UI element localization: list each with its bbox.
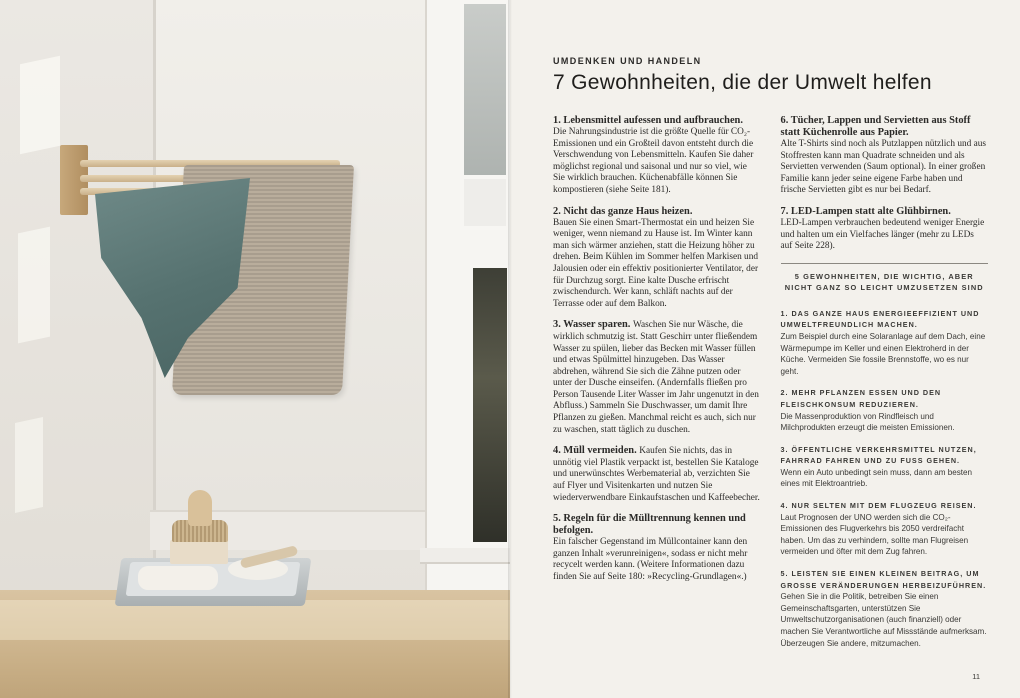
- box-item-body: Die Massenproduktion von Rindfleisch und Milchprodukten erzeugt die meisten Emissionen.: [780, 411, 955, 433]
- sunlight-patch: [18, 227, 50, 344]
- habit-body: LED-Lampen verbrauchen bedeutend weniger Energie und halten um ein Vielfaches länger (mehr zu LEDs auf Seite 228).: [780, 217, 985, 252]
- sunlight-patch: [20, 56, 60, 155]
- box-item: [781, 387, 989, 433]
- habit-item: [553, 513, 761, 583]
- habit-heading: 7. LED-Lampen statt alte Glühbirnen.: [780, 205, 951, 217]
- sunlight-patch: [15, 417, 43, 513]
- window-sill: [420, 548, 510, 564]
- box-item-heading: 2. MEHR PFLANZEN ESSEN UND DEN FLEISCHKONSUM REDUZIEREN.: [780, 388, 942, 409]
- box-item-heading: 5. LEISTEN SIE EINEN KLEINEN BEITRAG, UM GROSSE VERÄNDERUNGEN HERBEIZUFÜHREN.: [780, 569, 987, 590]
- column-right: [781, 115, 989, 659]
- habit-body: Bauen Sie einen Smart-Thermostat ein und heizen Sie weniger, wenn niemand zu Hause ist. Im Winter kann man sich wärmer anziehen, statt die Heizung höher zu drehen. Beim Kühlen im Sommer helfen Markisen und Jalousien oder ein effektiv positionierter Ventilator, der für Durchzug sorgt. Eine kalte Dusche erfrischt zwischendurch. Wer kann, schläft nachts auf der Terrasse oder auf dem Balkon.: [553, 217, 759, 309]
- box-item-heading: 1. DAS GANZE HAUS ENERGIEEFFIZIENT UND UMWELTFREUNDLICH MACHEN.: [780, 308, 980, 330]
- habit-heading: 1. Lebensmittel aufessen und aufbrauchen.: [553, 115, 743, 126]
- brush-holder: [170, 540, 228, 564]
- box-item: [781, 500, 989, 558]
- box-item-heading: 4. NUR SELTEN MIT DEM FLUGZEUG REISEN.: [780, 501, 977, 511]
- habit-item: [553, 445, 761, 504]
- brush-handle: [188, 490, 212, 526]
- habit-item: [781, 206, 989, 253]
- page-number: 11: [972, 672, 980, 681]
- box-item-body: Zum Beispiel durch eine Solaranlage auf dem Dach, eine Wärmepumpe im Keller und einen Elektroherd in der Küche. Vermeiden Sie fossile Brennstoffe, wo es nur geht.: [780, 331, 986, 376]
- text-page: [510, 0, 1020, 698]
- habit-body: Ein falscher Gegenstand im Müllcontainer kann den ganzen Inhalt »verunreinigen«, sodass er nicht mehr recycelt werden kann. (Weitere Informationen dazu finden Sie auf Seite 180: »Recycling-Grundlagen«.): [553, 537, 748, 582]
- habit-heading: 4. Müll vermeiden.: [553, 445, 640, 457]
- counter-highlight: [0, 600, 510, 640]
- habit-item: [553, 206, 761, 311]
- habit-body: Die Nahrungsindustrie ist die größte Quelle für CO₂-Emissionen und ein Großteil davon entsteht durch die Verschwendung von Lebensmitteln. Kaufen Sie daher möglichst regional und saisonal und nur so viel, wie Sie wirklich brauchen. Küchenabfälle können Sie kompostieren (siehe Seite 181).: [553, 127, 754, 195]
- window-pane-bottom: [470, 265, 510, 545]
- box-item: [781, 444, 989, 490]
- box-item-heading: 3. ÖFFENTLICHE VERKEHRSMITTEL NUTZEN, FAHRRAD FAHREN UND ZU FUSS GEHEN.: [780, 444, 977, 466]
- habit-item: [553, 319, 761, 436]
- window-pane-middle: [460, 175, 510, 230]
- box-item: [781, 568, 989, 649]
- habit-body: Waschen Sie nur Wäsche, die wirklich schmutzig ist. Statt Geschirr unter fließendem Wasser zu spülen, lieber das Becken mit Wasser füllen und etwas Spülmittel hinzugeben. Das Wasser abdrehen, während Sie sich die Zähne putzen oder unter der Dusche einseifen. (Andernfalls fließen pro Person Tausende Liter Wasser im Jahr ungenutzt in den Abfluss.) Sammeln Sie Duschwasser, um damit Ihre Pflanzen zu gießen. Manchmal reicht es auch, sich nur zu waschen, statt täglich zu duschen.: [553, 320, 759, 435]
- sidebar-box-list: [781, 308, 989, 649]
- column-left: [553, 115, 761, 659]
- box-item: [781, 308, 989, 378]
- box-item-body: Wenn ein Auto unbedingt sein muss, dann am besten eines mit Elektroantrieb.: [780, 467, 973, 489]
- habit-heading: 5. Regeln für die Mülltrennung kennen und befolgen.: [553, 513, 746, 537]
- habit-item: [781, 115, 989, 197]
- soap-bar: [138, 566, 218, 590]
- habit-item: [553, 115, 761, 197]
- text-columns: [553, 115, 988, 659]
- window-pane-top: [460, 0, 510, 180]
- box-item-body: Laut Prognosen der UNO werden sich die CO₂-Emissionen des Flugverkehrs bis 2050 verdreifacht haben. Um das zu verhindern, sollte man Flugreisen vermeiden und öfter mit dem Zug fahren.: [780, 512, 969, 557]
- habit-heading: 3. Wasser sparen.: [553, 319, 633, 331]
- page-title: 7 Gewohnheiten, die der Umwelt helfen: [553, 71, 932, 94]
- box-item-body: Gehen Sie in die Politik, betreiben Sie einen Gemeinschaftsgarten, unterstützen Sie Umweltschutzorganisationen (auch finanziell) oder machen Sie Verantwortliche auf Missstände aufmerksam. Überzeugen Sie andere, mitzumachen.: [780, 592, 987, 648]
- sidebar-box: [781, 263, 989, 649]
- section-kicker: UMDENKEN UND HANDELN: [553, 56, 702, 66]
- habit-heading: 6. Tücher, Lappen und Servietten aus Stoff statt Küchenrolle aus Papier.: [780, 115, 971, 138]
- habit-heading: 2. Nicht das ganze Haus heizen.: [553, 205, 693, 217]
- habit-body: Kaufen Sie nichts, das in unnötig viel Plastik verpackt ist, bestellen Sie Kataloge und unerwünschtes Werbematerial ab, verzichten Sie auf Flyer und Visitenkarten und nutzen Sie wiederverwendbare Einkaufstaschen und Kaffeebecher.: [553, 446, 760, 503]
- habit-body: Alte T-Shirts sind noch als Putzlappen nützlich und aus Stoffresten kann man Quadrate schneiden und als Servietten verwenden (Saum optional). In einer großen Familie kann jeder seine eigene Farbe haben und frische Servietten gibt es nur bei Bedarf.: [780, 139, 987, 196]
- sidebar-box-title: 5 GEWOHNHEITEN, DIE WICHTIG, ABER NICHT GANZ SO LEICHT UMZUSETZEN SIND: [784, 271, 984, 293]
